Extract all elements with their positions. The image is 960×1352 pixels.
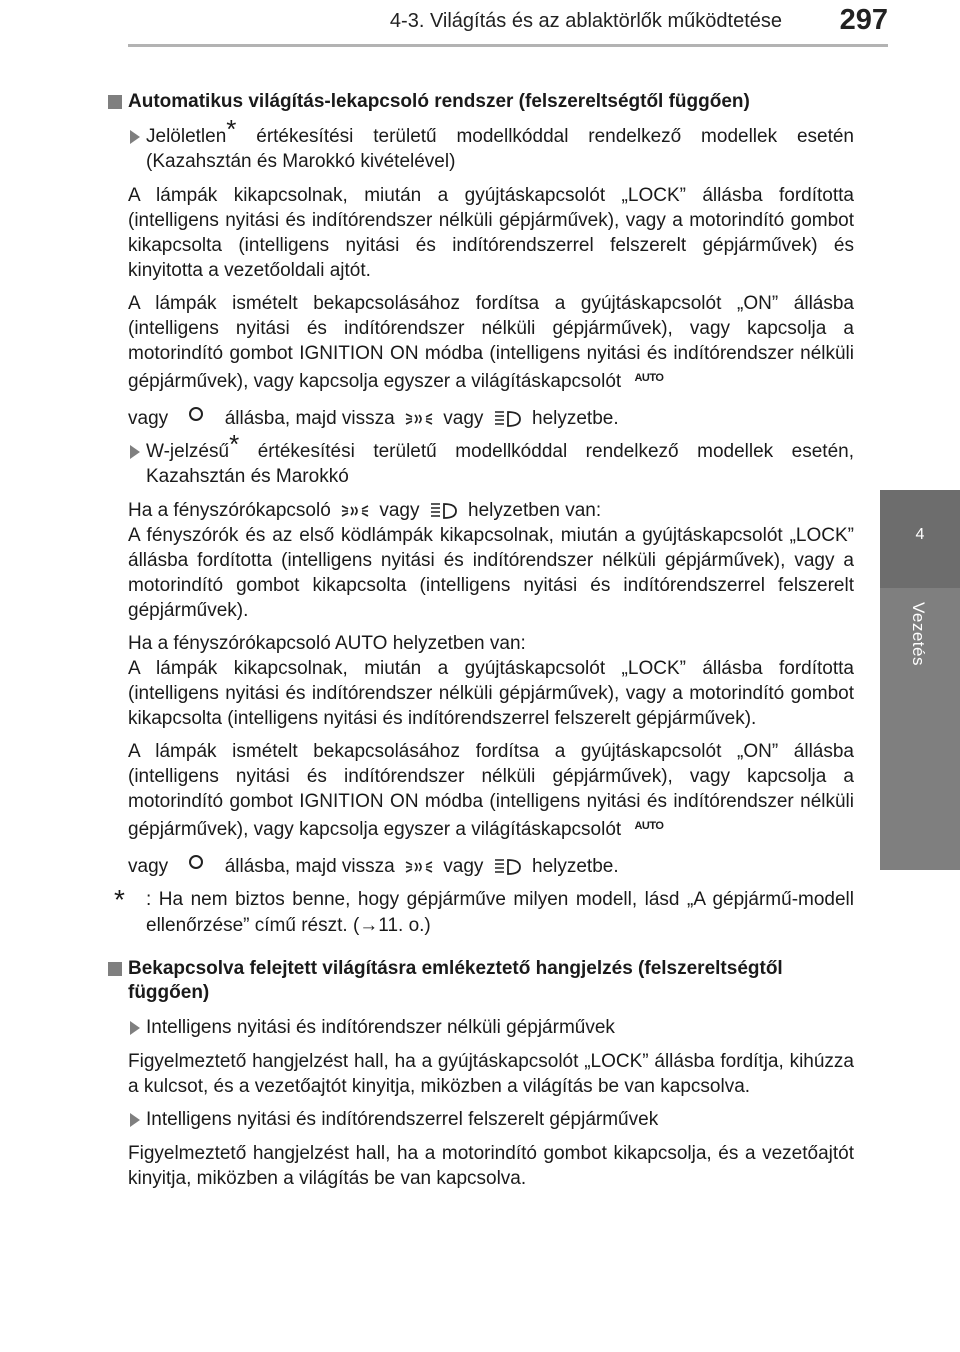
- page-header: [0, 0, 960, 52]
- headlight-icon: [493, 857, 523, 877]
- triangle-bullet-icon: [130, 445, 140, 459]
- paragraph: Ha a fényszórókapcsoló vagy helyzetben van: A fényszórók és az első ködlámpák kikapcsolnak, miután a gyújtáskapcsolót „LOCK” állásba fordította (intelligens nyitási és indítórendszer nélküli gépjárművek), vagy a motorindító gombot kikapcsolta (intelligens nyitási és indítórendszerrel felszerelt gépjárművek).: [128, 500, 854, 621]
- auto-switch-icon: AUTO: [634, 372, 664, 384]
- paragraph: Figyelmeztető hangjelzést hall, ha a motorindító gombot kikapcsolja, és a vezetőajtót kinyitja, miközben a világítás be van kapcsolva.: [128, 1143, 854, 1189]
- page-content: [108, 90, 854, 1199]
- page-number: 297: [839, 4, 888, 36]
- off-position-icon: [189, 407, 203, 421]
- paragraph: A lámpák ismételt bekapcsolásához fordítsa a gyújtáskapcsolót „ON” állásba (intelligens nyitási és indítórendszer nélküli gépjárművek), vagy kapcsolja a motorindító gombot IGNITION ON módba (intelligens nyitási és indítórendszer nélküli gépjárművek), vagy kapcsolja egyszer a világításkapcsolót $^{AUTO}$ vagy állásba, majd vissza vagy helyzetbe.: [128, 741, 854, 877]
- sub-heading-w-models: W-jelzésű* értékesítési területű modellkóddal rendelkező modellek esetén, Kazahsztán és Marokkó: [108, 439, 854, 489]
- triangle-bullet-icon: [130, 1021, 140, 1035]
- tail-light-icon: [404, 411, 434, 427]
- headlight-icon: [429, 501, 459, 521]
- section-square-icon: [108, 95, 122, 109]
- tail-light-icon: [404, 859, 434, 875]
- paragraph: A lámpák ismételt bekapcsolásához fordítsa a gyújtáskapcsolót „ON” állásba (intelligens nyitási és indítórendszer nélküli gépjárművek), vagy kapcsolja a motorindító gombot IGNITION ON módba (intelligens nyitási és indítórendszer nélküli gépjárművek), vagy kapcsolja egyszer a világításkapcsolót $^{AUTO}$ vagy állásba, majd vissza vagy helyzetbe.: [128, 293, 854, 429]
- sub-heading-smart-key: Intelligens nyitási és indítórendszerrel felszerelt gépjárművek: [108, 1107, 854, 1132]
- section-square-icon: [108, 962, 122, 976]
- section-title-auto-light-off: Automatikus világítás-lekapcsoló rendszer (felszereltségtől függően): [108, 90, 854, 114]
- off-position-icon: [189, 855, 203, 869]
- footnote-star: *: [114, 884, 125, 915]
- chapter-label: Vezetés: [909, 602, 928, 666]
- section-title-light-reminder: Bekapcsolva felejtett világításra emlékeztető hangjelzés (felszereltségtől függően): [108, 957, 854, 1005]
- paragraph: A lámpák kikapcsolnak, miután a gyújtáskapcsolót „LOCK” állásba fordította (intelligens nyitási és indítórendszer nélküli gépjárművek), vagy a motorindító gombot kikapcsolta (intelligens nyitási és indítórendszerrel felszerelt gépjárművek) és kinyitotta a vezetőoldali ajtót.: [128, 185, 854, 281]
- triangle-bullet-icon: [130, 1113, 140, 1127]
- triangle-bullet-icon: [130, 130, 140, 144]
- headlight-icon: [493, 409, 523, 429]
- footnote: * : Ha nem biztos benne, hogy gépjárműve milyen modell, lásd „A gépjármű-modell ellenőrzése” című részt. (→11. o.): [114, 884, 854, 936]
- tail-light-icon: [340, 503, 370, 519]
- chapter-number: 4: [915, 526, 925, 543]
- paragraph: Ha a fényszórókapcsoló AUTO helyzetben van: A lámpák kikapcsolnak, miután a gyújtáskapcsolót „LOCK” állásba fordította (intelligens nyitási és indítórendszer nélküli gépjárművek), vagy a motorindító gombot kikapcsolta (intelligens nyitási és indítórendszerrel felszerelt gépjárművek).: [128, 633, 854, 729]
- auto-switch-icon: AUTO: [634, 820, 664, 832]
- chapter-title: 4-3. Világítás és az ablaktörlők működtetése: [389, 10, 782, 32]
- sub-heading-no-smart-key: Intelligens nyitási és indítórendszer nélküli gépjárművek: [108, 1015, 854, 1040]
- sub-heading-unmarked-models: Jelöletlen* értékesítési területű modellkóddal rendelkező modellek esetén (Kazahsztán és Marokkó kivételével): [108, 124, 854, 174]
- header-divider: [128, 44, 888, 47]
- paragraph: Figyelmeztető hangjelzést hall, ha a gyújtáskapcsolót „LOCK” állásba fordítja, kihúzza a kulcsot, és a vezetőajtót kinyitja, miközben a világítás be van kapcsolva.: [128, 1051, 854, 1097]
